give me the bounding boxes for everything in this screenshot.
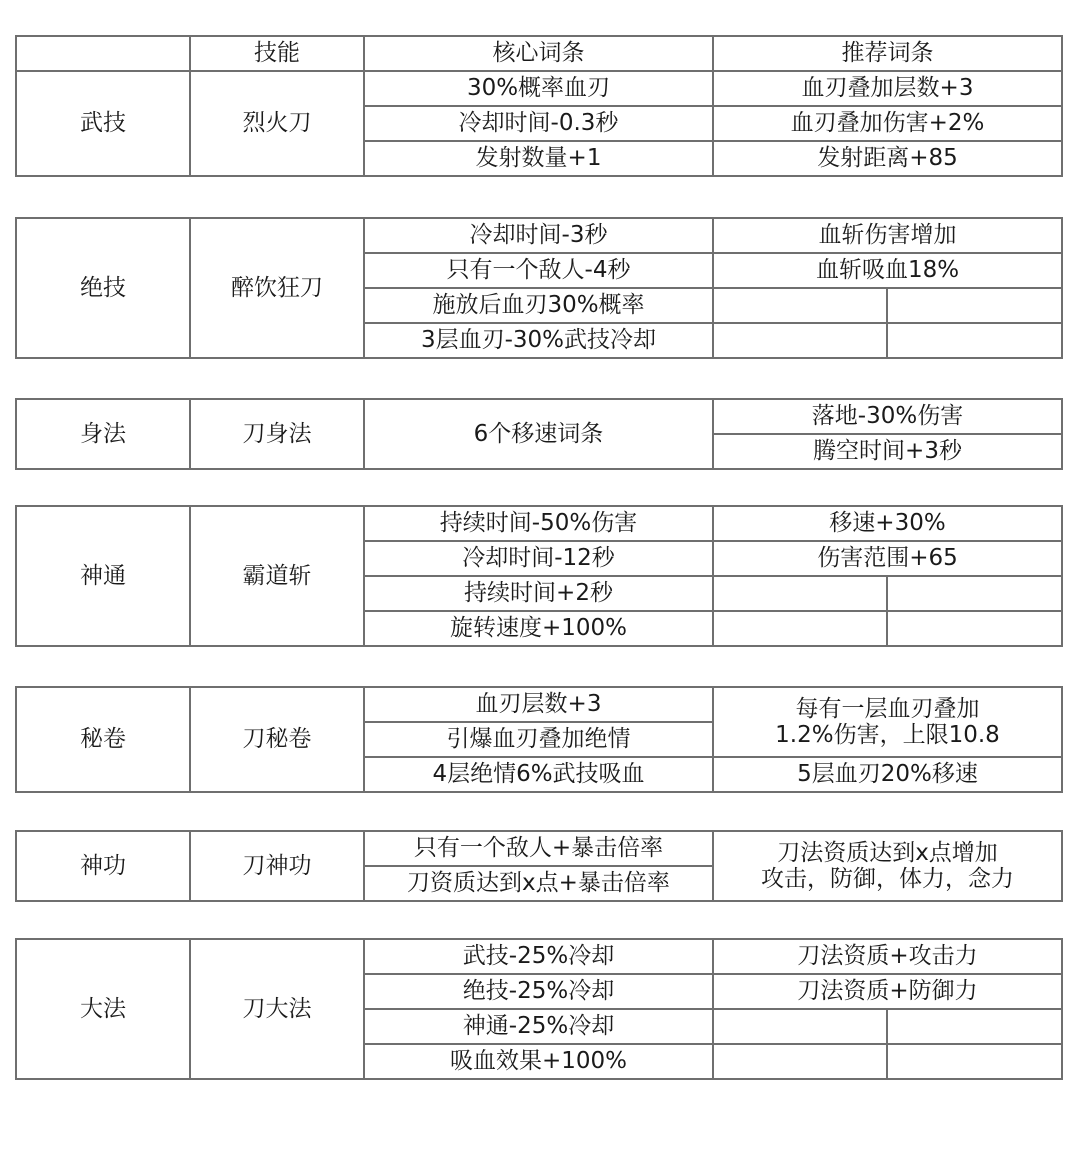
table-mijuan [15,686,1063,793]
rec-entry: 腾空时间+3秒 [713,434,1062,469]
empty-cell [887,323,1062,358]
rec-entry: 移速+30% [713,506,1062,541]
core-entry: 旋转速度+100% [364,611,713,646]
rec-entry-multiline [713,687,1062,757]
empty-cell [713,323,887,358]
category-cell: 绝技 [16,218,190,358]
empty-cell [713,1009,887,1044]
empty-cell [887,1044,1062,1079]
table-row [16,399,1062,434]
table-row [16,218,1062,253]
empty-cell [887,611,1062,646]
empty-cell [713,1044,887,1079]
rec-entry: 血斩吸血18% [713,253,1062,288]
category-cell: 神通 [16,506,190,646]
table-row [16,506,1062,541]
category-cell: 神功 [16,831,190,901]
core-entry: 吸血效果+100% [364,1044,713,1079]
core-entry: 冷却时间-0.3秒 [364,106,713,141]
rec-entry: 5层血刃20%移速 [713,757,1062,792]
core-entry: 持续时间+2秒 [364,576,713,611]
skill-cell: 烈火刀 [190,71,364,176]
table-shenfa [15,398,1063,470]
table-shengong [15,830,1063,902]
rec-entry: 血斩伤害增加 [713,218,1062,253]
empty-cell [887,576,1062,611]
table-row [16,687,1062,722]
empty-cell [713,288,887,323]
header-empty [16,36,190,71]
core-entry: 只有一个敌人+暴击倍率 [364,831,713,866]
core-entry: 冷却时间-12秒 [364,541,713,576]
rec-line: 攻击，防御，体力，念力 [761,866,1014,892]
rec-line: 每有一层血刃叠加 [795,695,980,722]
table-row [16,71,1062,106]
core-entry: 刀资质达到x点+暴击倍率 [364,866,713,901]
category-cell: 身法 [16,399,190,469]
rec-entry: 血刃叠加层数+3 [713,71,1062,106]
empty-cell [713,611,887,646]
rec-entry: 落地-30%伤害 [713,399,1062,434]
core-entry: 武技-25%冷却 [364,939,713,974]
category-cell: 大法 [16,939,190,1079]
table-jueji [15,217,1063,359]
core-entry: 引爆血刃叠加绝情 [364,722,713,757]
empty-cell [887,288,1062,323]
rec-entry: 伤害范围+65 [713,541,1062,576]
empty-cell [713,576,887,611]
core-entry: 4层绝情6%武技吸血 [364,757,713,792]
core-entry: 6个移速词条 [364,399,713,469]
table-row [16,939,1062,974]
header-skill: 技能 [190,36,364,71]
table-row [16,831,1062,866]
skill-cell: 刀大法 [190,939,364,1079]
core-entry: 30%概率血刃 [364,71,713,106]
category-cell: 秘卷 [16,687,190,792]
table-shentong [15,505,1063,647]
core-entry: 施放后血刃30%概率 [364,288,713,323]
empty-cell [887,1009,1062,1044]
core-entry: 3层血刃-30%武技冷却 [364,323,713,358]
rec-entry: 刀法资质+防御力 [713,974,1062,1009]
core-entry: 冷却时间-3秒 [364,218,713,253]
rec-entry-multiline [713,831,1062,901]
header-recommended: 推荐词条 [713,36,1062,71]
skill-cell: 刀身法 [190,399,364,469]
core-entry: 神通-25%冷却 [364,1009,713,1044]
table-wuji [15,35,1063,177]
core-entry: 持续时间-50%伤害 [364,506,713,541]
rec-line: 刀法资质达到x点增加 [777,839,998,866]
skill-cell: 醉饮狂刀 [190,218,364,358]
core-entry: 只有一个敌人-4秒 [364,253,713,288]
core-entry: 血刃层数+3 [364,687,713,722]
skill-cell: 刀神功 [190,831,364,901]
header-core: 核心词条 [364,36,713,71]
table-dafa [15,938,1063,1080]
rec-entry: 刀法资质+攻击力 [713,939,1062,974]
category-cell: 武技 [16,71,190,176]
core-entry: 发射数量+1 [364,141,713,176]
core-entry: 绝技-25%冷却 [364,974,713,1009]
rec-entry: 血刃叠加伤害+2% [713,106,1062,141]
rec-entry: 发射距离+85 [713,141,1062,176]
skill-cell: 霸道斩 [190,506,364,646]
table-header-row [16,36,1062,71]
skill-cell: 刀秘卷 [190,687,364,792]
rec-line: 1.2%伤害，上限10.8 [775,722,1000,748]
